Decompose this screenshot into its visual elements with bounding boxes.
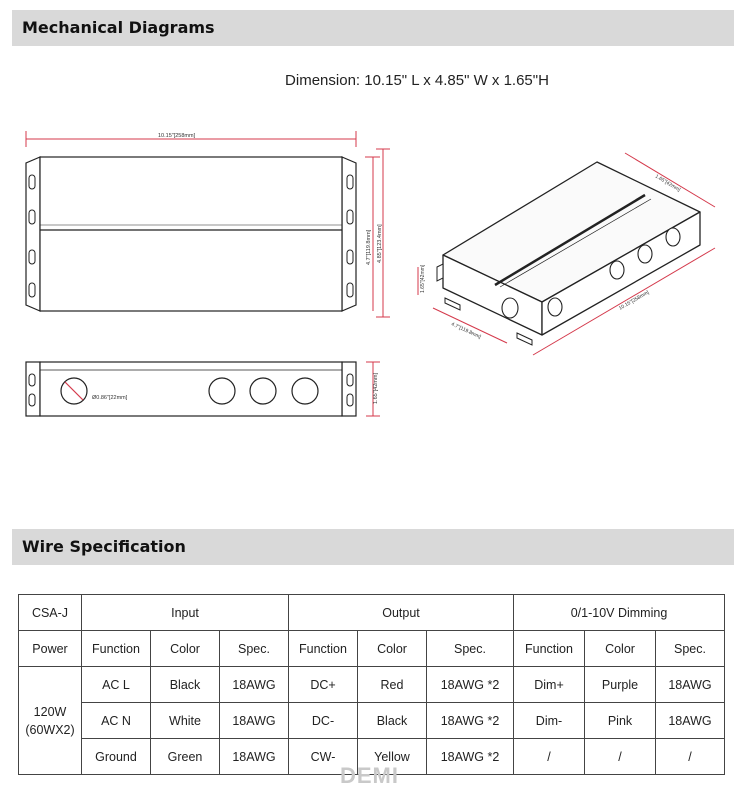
header-cell: Function [514,631,585,667]
header-cell: Function [289,631,358,667]
table-cell: CW- [289,739,358,775]
table-cell: Red [358,667,427,703]
table-cell: 18AWG *2 [427,667,514,703]
table-cell: Yellow [358,739,427,775]
knockout-hole [292,378,318,404]
table-cell: DC+ [289,667,358,703]
table-cell: / [656,739,725,775]
iso-width-top-label: 1.65"[42mm] [653,173,682,194]
table-cell: 18AWG [220,703,289,739]
table-cell: 18AWG [656,703,725,739]
dimension-text: Dimension: 10.15" L x 4.85" W x 1.65"H [285,72,549,89]
knockout-hole [250,378,276,404]
mechanical-section-header [12,10,734,46]
wire-title: Wire Specification [22,537,186,556]
header-cell: Power [19,631,82,667]
input-header: Input [82,595,289,631]
table-cell: / [585,739,656,775]
top-width-outer-label: 4.85"[123.4mm] [377,224,383,263]
header-cell: Function [82,631,151,667]
table-subheader-row [19,631,725,667]
wire-spec-table [18,594,725,775]
output-header: Output [289,595,514,631]
watermark: DEMI [340,763,399,788]
wire-section-header [12,529,734,565]
table-header-row [19,595,725,631]
table-row [19,703,725,739]
table-cell: 18AWG [220,667,289,703]
header-cell: Spec. [656,631,725,667]
knockout-hole [209,378,235,404]
top-length-label: 10.15"[258mm] [158,133,196,139]
header-cell: Spec. [427,631,514,667]
table-cell: AC N [82,703,151,739]
header-cell: Color [358,631,427,667]
table-cell: Dim- [514,703,585,739]
table-cell: White [151,703,220,739]
side-hole-label: Ø0.86"[22mm] [92,395,128,401]
table-cell: 18AWG [656,667,725,703]
top-view-diagram [18,125,398,320]
top-width-inner-label: 4.7"[119.8mm] [366,229,372,265]
table-cell: DC- [289,703,358,739]
dimming-header: 0/1-10V Dimming [514,595,725,631]
table-cell: Black [358,703,427,739]
iso-height-label: 1.65"[42mm] [420,264,426,293]
table-cell: Black [151,667,220,703]
table-cell: AC L [82,667,151,703]
table-cell: Pink [585,703,656,739]
power-cell: 120W (60WX2) [19,667,82,775]
table-cell: / [514,739,585,775]
table-cell: Purple [585,667,656,703]
table-cell: Dim+ [514,667,585,703]
table-cell: 18AWG *2 [427,739,514,775]
model-cell: CSA-J [19,595,82,631]
header-cell: Spec. [220,631,289,667]
header-cell: Color [585,631,656,667]
header-cell: Color [151,631,220,667]
table-cell: 18AWG [220,739,289,775]
side-height-label: 1.65"[42mm] [373,373,379,404]
side-view-diagram [18,356,398,424]
table-cell: Ground [82,739,151,775]
iso-length-label: 10.15"[258mm] [618,289,651,312]
mechanical-title: Mechanical Diagrams [22,18,215,37]
table-row [19,667,725,703]
table-cell: Green [151,739,220,775]
isometric-diagram [415,150,735,365]
iso-width-label: 4.7"[119.8mm] [450,321,482,341]
table-cell: 18AWG *2 [427,703,514,739]
